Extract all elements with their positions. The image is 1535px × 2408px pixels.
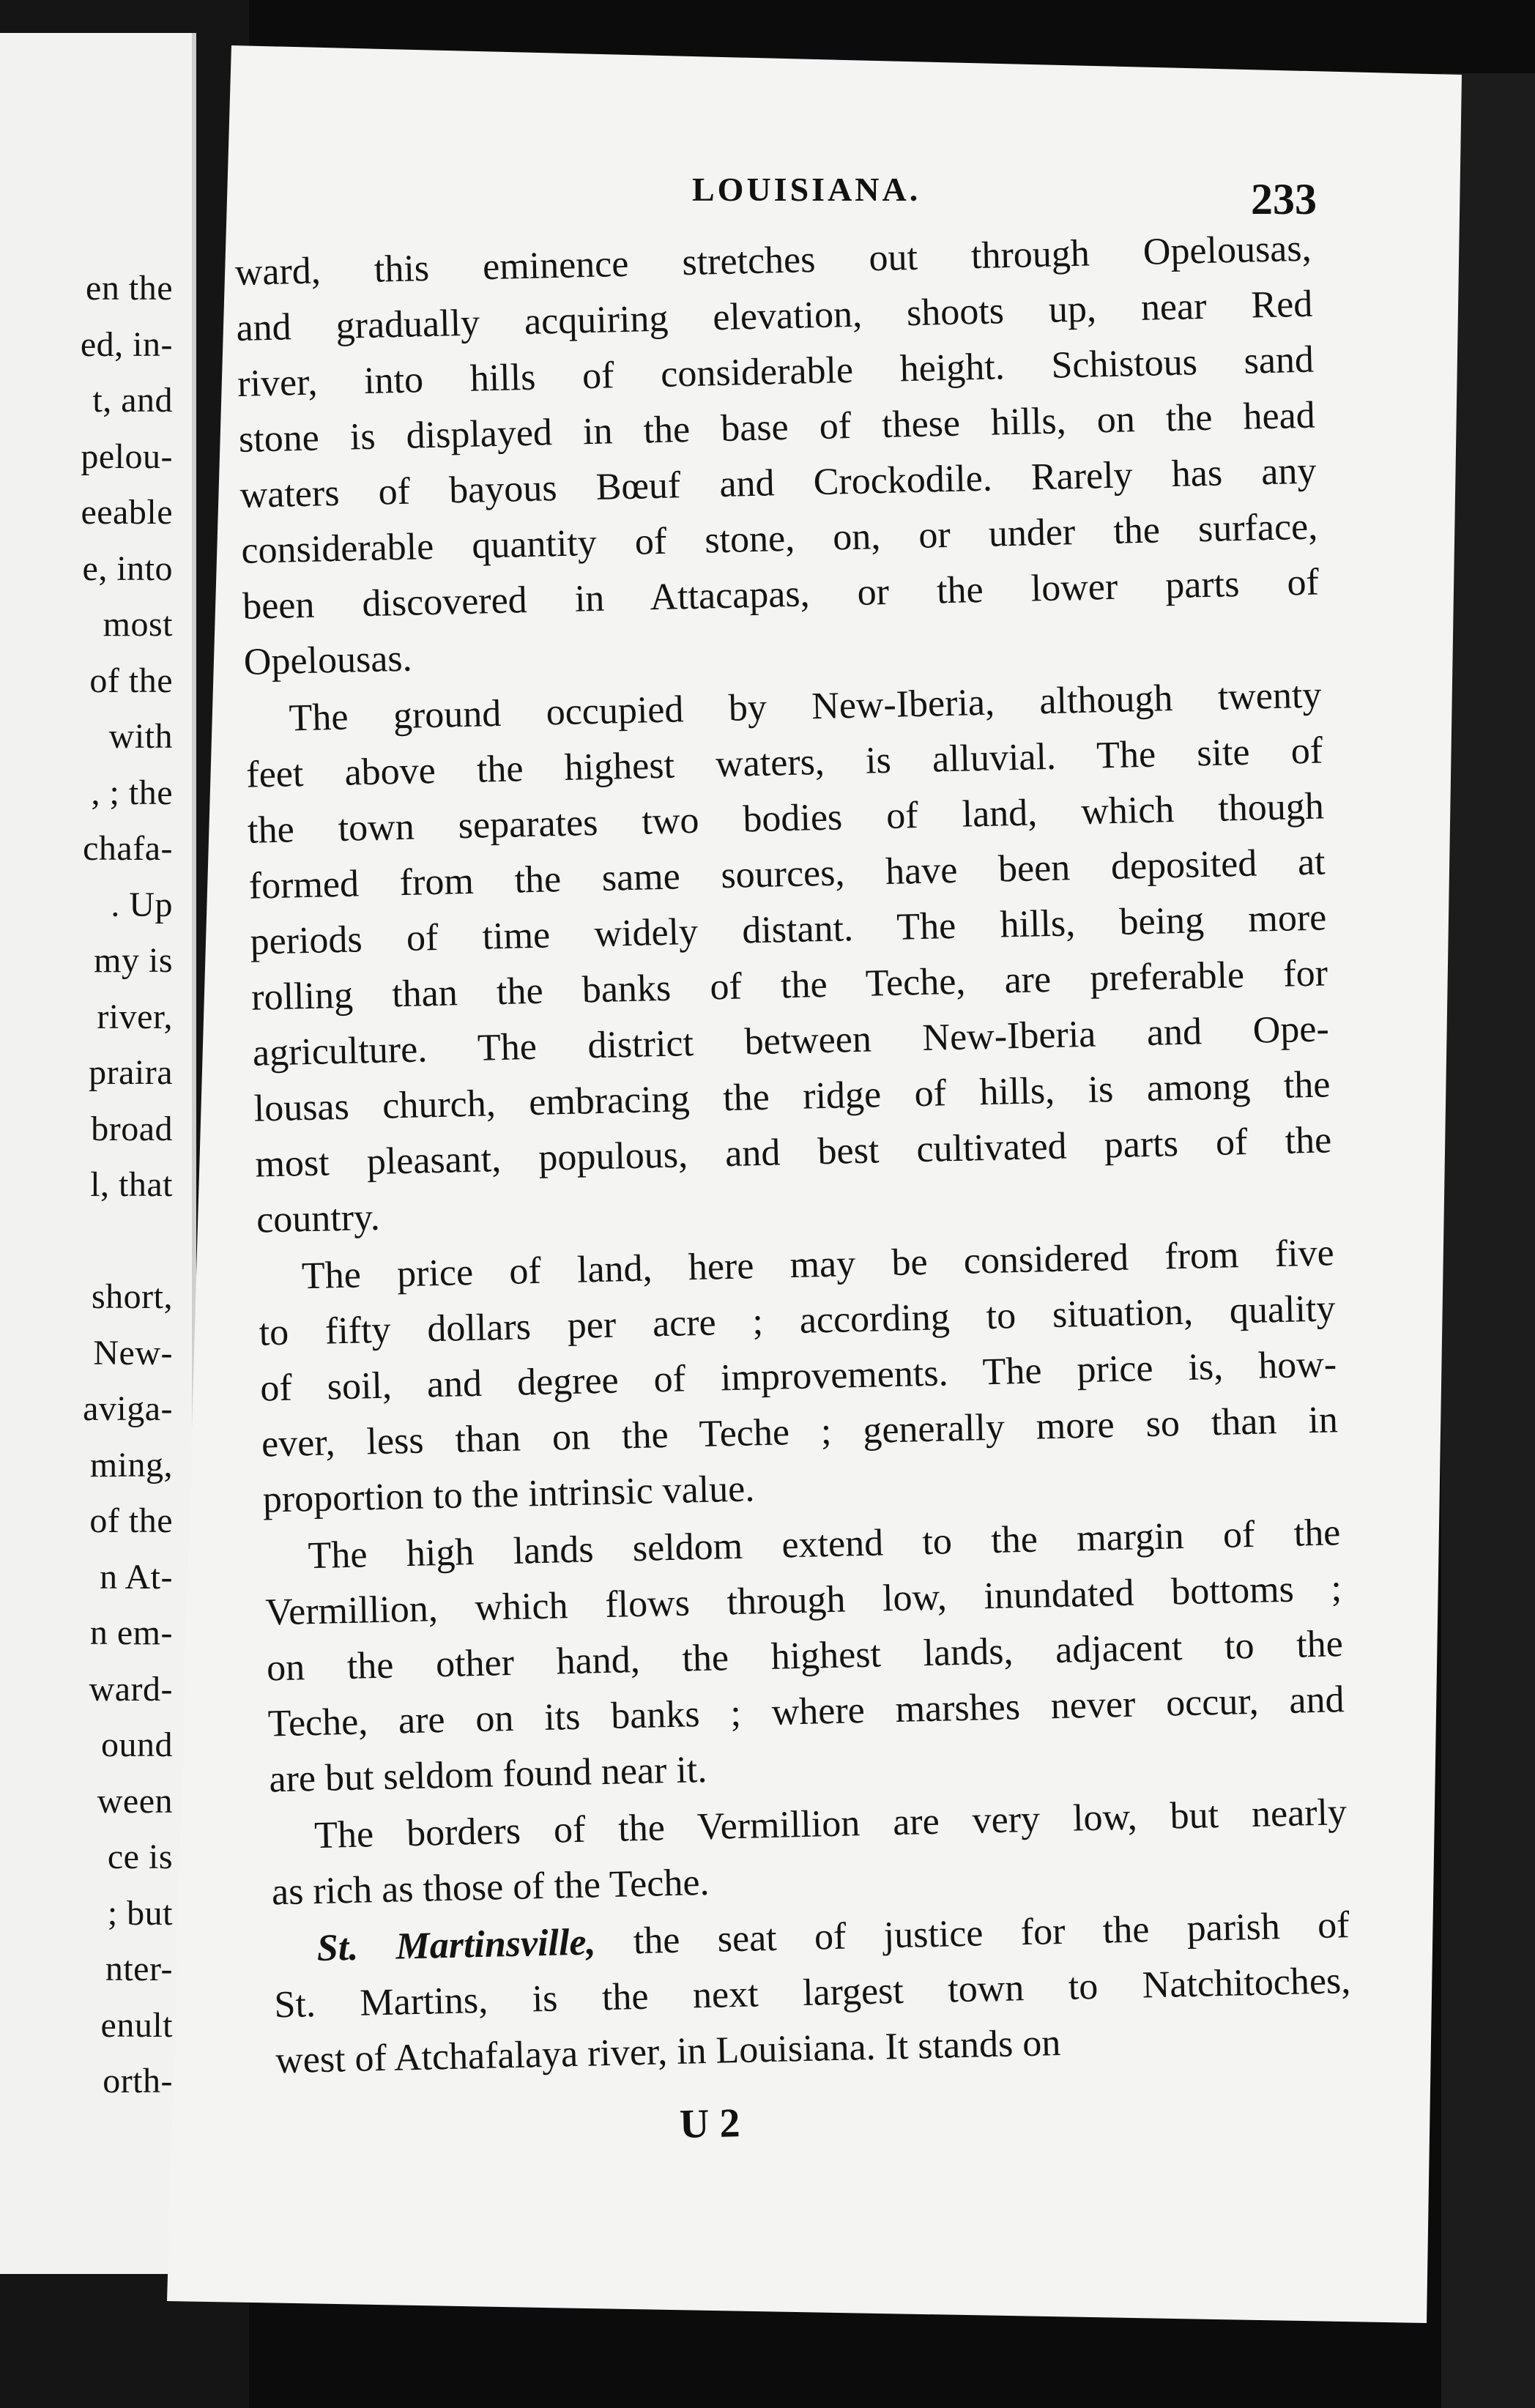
left-page-line: short, — [92, 1277, 173, 1316]
page-number: 233 — [1251, 175, 1317, 223]
left-page-line: e, into — [82, 549, 173, 588]
left-page-line: . Up — [111, 885, 173, 924]
text-line: lousas church, embracing the ridge of hills, is among the — [253, 1063, 1331, 1130]
text-line: formed from the same sources, have been deposited at — [248, 841, 1326, 907]
text-line: west of Atchafalaya river, in Louisiana. It stands on — [275, 2022, 1061, 2082]
paragraph — [272, 1898, 1353, 2089]
text-line: waters of bayous Bœuf and Crockodile. Rarely has any — [239, 450, 1317, 516]
text-line: The borders of the Vermillion are very low, but nearly — [313, 1791, 1348, 1857]
left-page-line: n At- — [100, 1557, 173, 1597]
left-page-line: en the — [86, 269, 173, 308]
left-page-line: nter- — [105, 1950, 173, 1988]
left-facing-page — [0, 33, 196, 2274]
left-page-line: of the — [89, 661, 173, 700]
left-page-line: , ; the — [91, 773, 173, 812]
text-line: the town separates two bodies of land, which though — [247, 785, 1325, 852]
signature-mark: U 2 — [679, 2100, 741, 2147]
left-page-line: New- — [93, 1333, 173, 1372]
left-page-line: river, — [97, 997, 173, 1036]
text-line: been discovered in Attacapas, or the lower parts of — [242, 561, 1320, 628]
italic-lead: St. Martinsville, — [316, 1921, 597, 1970]
left-page-line: ming, — [89, 1445, 173, 1484]
left-page-line: of the — [89, 1501, 173, 1540]
left-page-line: with — [108, 717, 173, 756]
left-page-line: ound — [101, 1725, 173, 1764]
left-page-line: aviga- — [83, 1389, 173, 1428]
text-line: Vermillion, which flows through low, inundated bottoms ; — [264, 1567, 1342, 1634]
left-page-line: ce is — [107, 1837, 173, 1876]
text-line: to fifty dollars per acre ; according to situation, quality — [259, 1287, 1336, 1354]
text-line: Opelousas. — [243, 637, 413, 683]
text-line: proportion to the intrinsic value. — [262, 1468, 755, 1521]
left-page-line: ween — [97, 1781, 173, 1821]
text-line: The ground occupied by New-Iberia, although twenty — [289, 674, 1322, 740]
text-line-rest: the seat of justice for the parish of — [595, 1904, 1350, 1963]
text-line: of soil, and degree of improvements. The price is, how- — [259, 1343, 1337, 1410]
left-page-line: ; but — [107, 1893, 173, 1933]
left-page-line: orth- — [103, 2062, 173, 2100]
left-page-line: enult — [100, 2005, 173, 2045]
text-line: country. — [256, 1196, 381, 1241]
left-page-line: ward- — [89, 1669, 173, 1709]
left-page-line: pelou- — [81, 436, 173, 476]
left-page-line: broad — [91, 1109, 173, 1148]
text-line: agriculture. The district between New-Iberia and Ope- — [252, 1008, 1330, 1074]
left-page-line: n em- — [89, 1613, 173, 1652]
left-page-line: ed, in- — [80, 324, 173, 364]
left-page-line: eeable — [81, 493, 173, 532]
paragraph — [257, 1225, 1339, 1528]
text-line: on the other hand, the highest lands, adjacent to the — [266, 1623, 1344, 1690]
text-line: rolling than the banks of the Teche, are preferable for — [250, 952, 1328, 1019]
left-page-line: l, that — [90, 1165, 173, 1204]
text-line: ever, less than on the Teche ; generally more so than in — [261, 1399, 1339, 1465]
left-page-line: t, and — [92, 381, 173, 420]
text-line: periods of time widely distant. The hills, being more — [249, 896, 1327, 963]
text-line: most pleasant, populous, and best cultivated parts of the — [254, 1119, 1332, 1186]
text-line: ward, this eminence stretches out through Opelousas, — [234, 227, 1312, 294]
text-line: Teche, are on its banks ; where marshes never occur, and — [267, 1679, 1345, 1745]
text-line: The price of land, here may be considered from five — [301, 1232, 1335, 1298]
left-page-line: most — [103, 605, 173, 644]
text-line: The high lands seldom extend to the margin of the — [307, 1512, 1341, 1578]
running-head: LOUISIANA. — [692, 171, 921, 208]
text-line: and gradually acquiring elevation, shoots up, near Red — [235, 283, 1313, 349]
text-line: St. Martins, is the next largest town to Natchitoches, — [273, 1960, 1351, 2026]
left-page-line: chafa- — [83, 829, 173, 868]
text-line: river, into hills of considerable height. Schistous sand — [237, 338, 1315, 405]
body-text — [234, 221, 1353, 2089]
paragraph — [245, 667, 1334, 1248]
text-line: feet above the highest waters, is alluvial. The site of — [245, 729, 1323, 796]
text-line: as rich as those of the Teche. — [271, 1861, 710, 1914]
text-line: are but seldom found near it. — [268, 1748, 707, 1801]
left-page-line: praira — [89, 1053, 173, 1092]
text-line: considerable quantity of stone, on, or under the surface, — [240, 505, 1318, 572]
text-line: stone is displayed in the base of these hills, on the head — [238, 394, 1316, 461]
paragraph — [234, 221, 1320, 691]
paragraph — [264, 1505, 1346, 1807]
left-page-line: my is — [94, 941, 173, 980]
